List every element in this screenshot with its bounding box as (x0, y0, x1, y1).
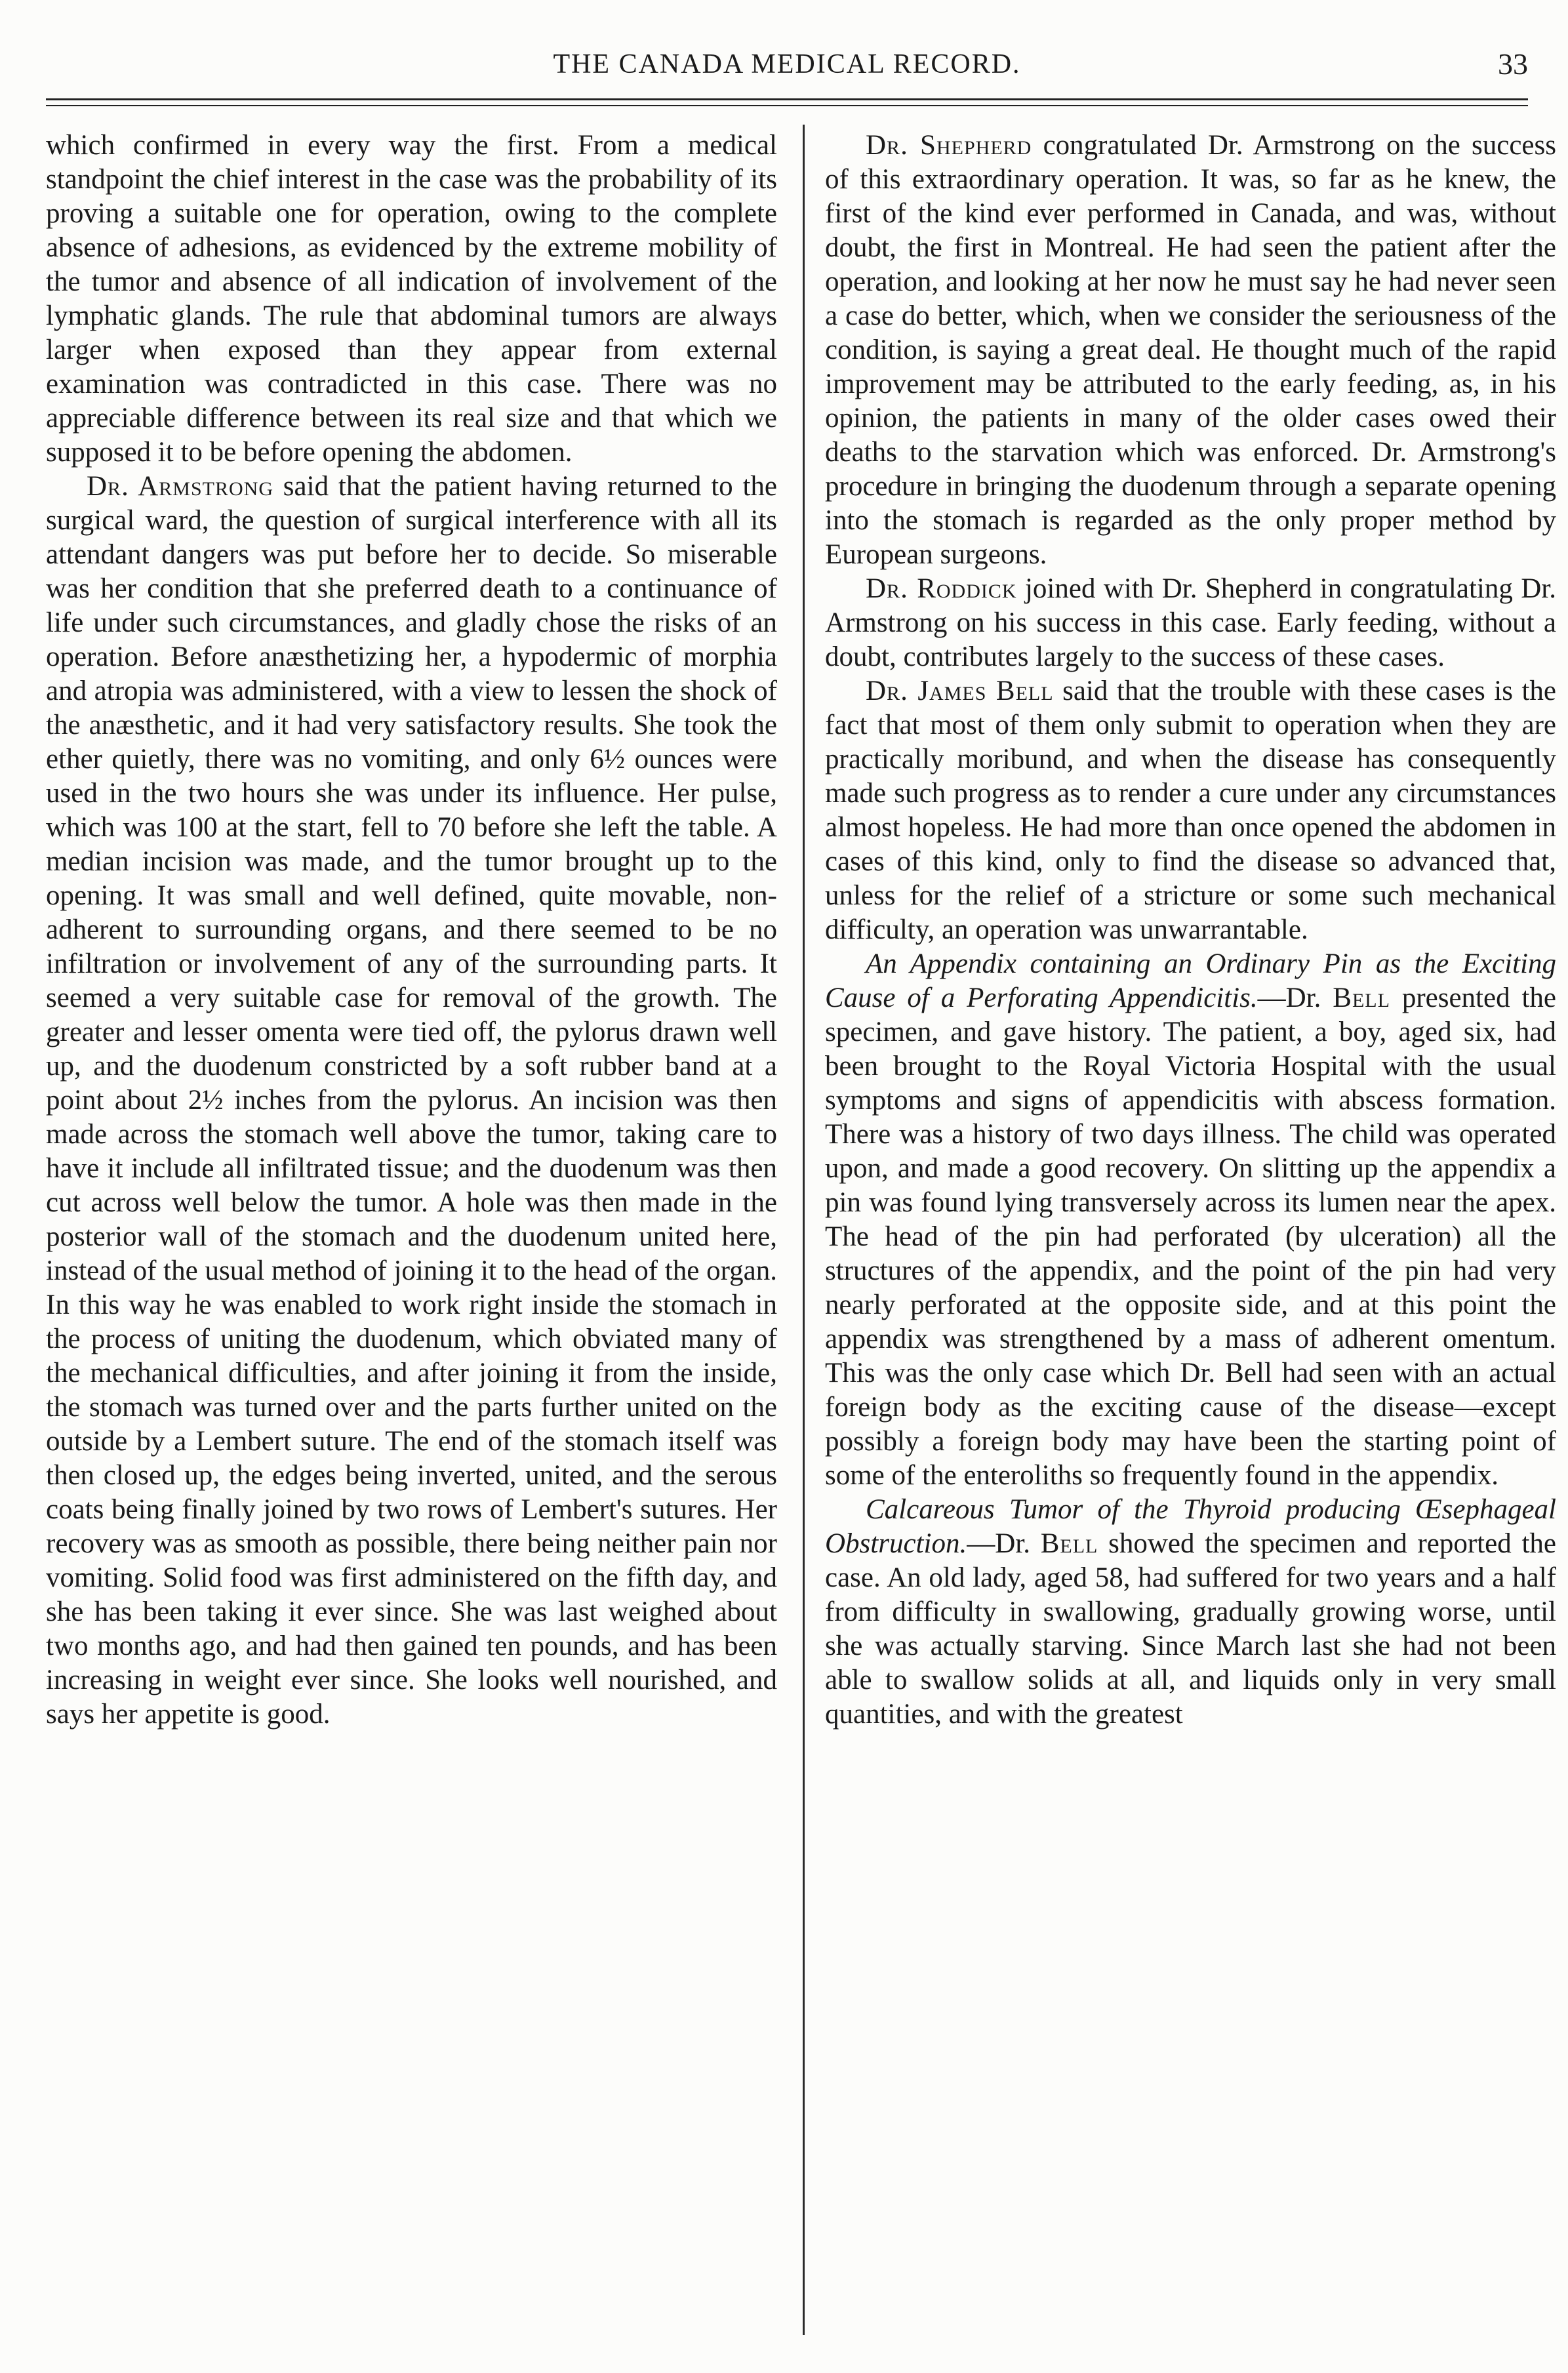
header-rule-bottom (46, 105, 1528, 106)
left-column (46, 129, 777, 1732)
paragraph-armstrong (46, 470, 777, 1732)
paragraph-continued: which confirmed in every way the first. From a medical standpoint the chief interest in the case was the probability of its proving a suitable one for operation, owing to the complete absence of adhesions, as evidenced by the extreme mobility of the tumor and absence of all indication of involvement of the lymphatic glands. The rule that abdominal tumors are always larger when exposed than they appear from external examination was contradicted in this case. There was no appreciable difference between its real size and that which we supposed it to be before opening the abdomen. (46, 130, 777, 468)
paragraph-text: presented the specimen, and gave history. The patient, a boy, aged six, had been brought to the Royal Victoria Hospital with the usual symptoms and signs of appendicitis with abscess formation. There was a history of two days illness. The child was operated upon, and made a good recovery. On slitting up the appendix a pin was found lying transversely across its lumen near the apex. The head of the pin had perforated (by ulceration) all the structures of the appendix, and the point of the pin had very nearly perforated at the opposite side, and at this point the appendix was strengthened by a mass of adherent omentum. This was the only case which Dr. Bell had seen with an actual foreign body as the exciting cause of the disease—except possibly a foreign body may have been the starting point of some of the enteroliths so frequently found in the appendix. (825, 983, 1556, 1491)
paragraph-shepherd (825, 129, 1556, 572)
speaker-name: Dr. Shepherd (866, 130, 1032, 161)
speaker-name: Dr. Roddick (866, 573, 1017, 604)
speaker-name: Bell (1040, 1528, 1098, 1559)
paragraph-james-bell (825, 674, 1556, 947)
paragraph-calcareous-tumor (825, 1493, 1556, 1732)
section-title: Calcareous Tumor of the Thyroid producing Œsephageal Obstruction. (825, 1494, 1556, 1559)
dash-prefix: —Dr. (1257, 983, 1333, 1013)
page-header (46, 45, 1528, 91)
paragraph-text: said that the trouble with these cases is the fact that most of them only submit to operation when they are practically moribund, and when the disease has consequently made such progress as to render a cure under any circumstances almost hopeless. He had more than once opened the abdomen in cases of this kind, only to find the disease so advanced that, unless for the relief of a stricture or some such mechanical difficulty, an operation was unwarrantable. (825, 676, 1556, 945)
speaker-name: Dr. Armstrong (87, 471, 273, 502)
paragraph-appendix-pin (825, 947, 1556, 1493)
section-title: An Appendix containing an Ordinary Pin as the Exciting Cause of a Perforating Appendicitis. (825, 948, 1556, 1013)
speaker-name: Bell (1333, 983, 1390, 1013)
paragraph-text: congratulated Dr. Armstrong on the success of this extraordinary operation. It was, so far as he knew, the first of the kind ever performed in Canada, and was, without doubt, the first in Montreal. He had seen the patient after the operation, and looking at her now he must say he had never seen a case do better, which, when we consider the seriousness of the condition, is saying a great deal. He thought much of the rapid improvement may be attributed to the early feeding, as, in his opinion, the patients in many of the older cases owed their deaths to the starvation which was enforced. Dr. Armstrong's procedure in bringing the duodenum through a separate opening into the stomach is regarded as the only proper method by European surgeons. (825, 130, 1556, 570)
column-divider (803, 125, 805, 2335)
paragraph-roddick (825, 572, 1556, 674)
header-rule-top (46, 98, 1528, 100)
running-title: THE CANADA MEDICAL RECORD. (553, 49, 1021, 79)
speaker-name: Dr. James Bell (866, 676, 1054, 706)
right-column (825, 129, 1556, 1732)
dash-prefix: —Dr. (967, 1528, 1041, 1559)
page-number: 33 (1498, 47, 1528, 81)
paragraph-text: showed the specimen and reported the case. An old lady, aged 58, had suffered for two years and a half from difficulty in swallowing, gradually growing worse, until she was actually starving. Since March last she had not been able to swallow solids at all, and liquids only in very small quantities, and with the greatest (825, 1528, 1556, 1730)
paragraph-text: said that the patient having returned to the surgical ward, the question of surgical interference with all its attendant dangers was put before her to decide. So miserable was her condition that she preferred death to a continuance of life under such circumstances, and gladly chose the risks of an operation. Before anæsthetizing her, a hypodermic of morphia and atropia was administered, with a view to lessen the shock of the anæsthetic, and it had very satisfactory results. She took the ether quietly, there was no vomiting, and only 6½ ounces were used in the two hours she was under its influence. Her pulse, which was 100 at the start, fell to 70 before she left the table. A median incision was made, and the tumor brought up to the opening. It was small and well defined, quite movable, non-adherent to surrounding organs, and there seemed to be no infiltration or involvement of any of the surrounding parts. It seemed a very suitable case for removal of the growth. The greater and lesser omenta were tied off, the pylorus drawn well up, and the duodenum constricted by a soft rubber band at a point about 2½ inches from the pylorus. An incision was then made across the stomach well above the tumor, taking care to have it include all infiltrated tissue; and the duodenum was then cut across well below the tumor. A hole was then made in the posterior wall of the stomach and the duodenum united here, instead of the usual method of joining it to the head of the organ. In this way he was enabled to work right inside the stomach in the process of uniting the duodenum, which obviated many of the mechanical difficulties, and after joining it from the inside, the stomach was turned over and the parts further united on the outside by a Lembert suture. The end of the stomach itself was then closed up, the edges being inverted, united, and the serous coats being finally joined by two rows of Lembert's sutures. Her recovery was as smooth as possible, there being neither pain nor vomiting. Solid food was first administered on the fifth day, and she has been taking it ever since. She was last weighed about two months ago, and had then gained ten pounds, and has been increasing in weight ever since. She looks well nourished, and says her appetite is good. (46, 471, 777, 1730)
paragraph-text: joined with Dr. Shepherd in congratulating Dr. Armstrong on his success in this case. Early feeding, without a doubt, contributes largely to the success of these cases. (825, 573, 1557, 672)
